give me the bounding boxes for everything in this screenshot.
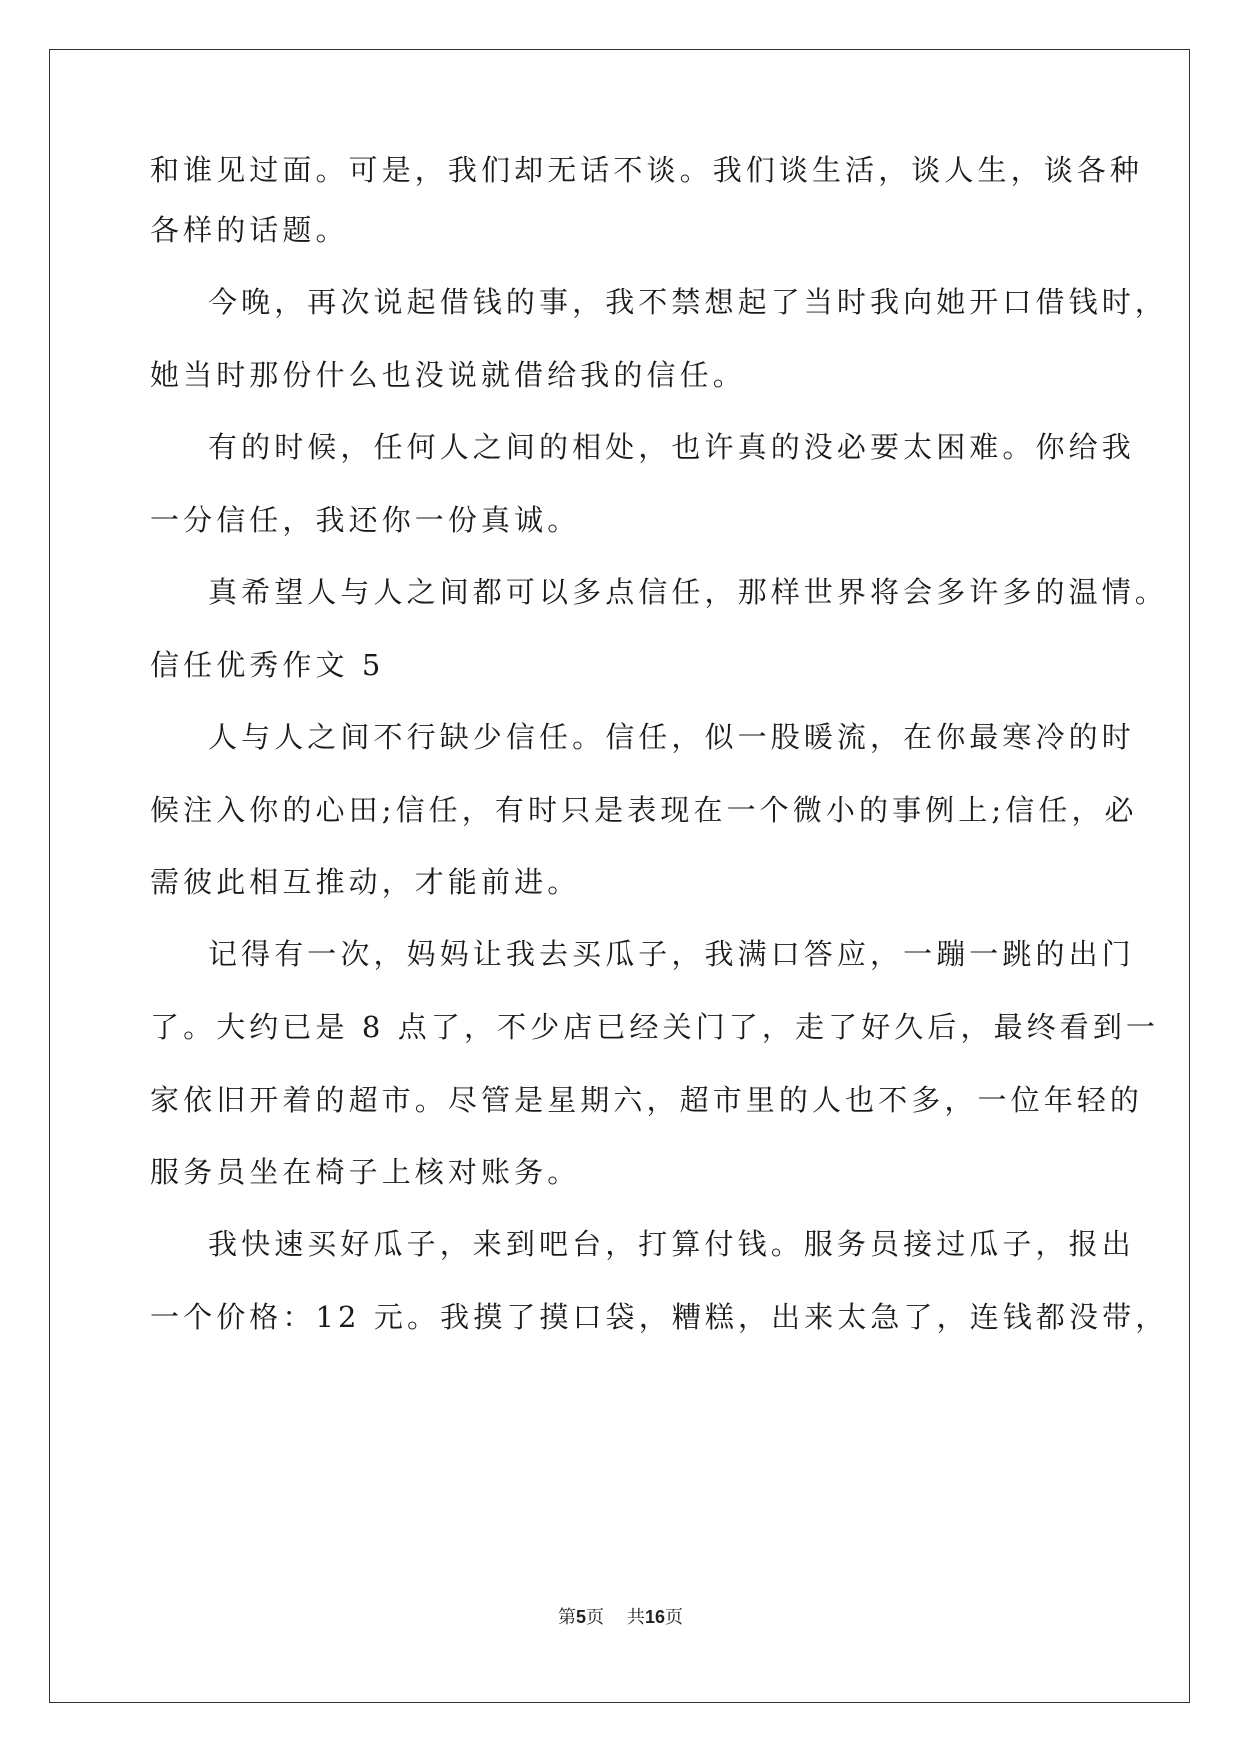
paragraph-start-line: 我快速买好瓜子，来到吧台，打算付钱。服务员接过瓜子，报出: [208, 1227, 1135, 1261]
paragraph-start-line: 真希望人与人之间都可以多点信任，那样世界将会多许多的温情。: [208, 575, 1168, 609]
paragraph-start-line: 今晚，再次说起借钱的事，我不禁想起了当时我向她开口借钱时，: [208, 285, 1168, 319]
text-line: 各样的话题。: [150, 213, 349, 247]
text-line: 她当时那份什么也没说就借给我的信任。: [150, 358, 746, 392]
total-page-count: 16: [644, 1607, 665, 1627]
section-heading: 信任优秀作文 5: [150, 648, 385, 682]
footer-prefix: 第: [558, 1607, 577, 1628]
text-line: 一个价格：12 元。我摸了摸口袋，糟糕，出来太急了，连钱都没带，: [150, 1300, 1169, 1334]
footer-suffix: 页: [664, 1607, 683, 1628]
text-line: 和谁见过面。可是，我们却无话不谈。我们谈生活，谈人生，谈各种: [150, 153, 1144, 187]
text-line: 家依旧开着的超市。尽管是星期六，超市里的人也不多，一位年轻的: [150, 1083, 1144, 1117]
text-line: 需彼此相互推动，才能前进。: [150, 865, 581, 899]
text-line: 候注入你的心田;信任，有时只是表现在一个微小的事例上;信任，必: [150, 793, 1138, 827]
current-page-number: 5: [576, 1607, 587, 1627]
paragraph-start-line: 人与人之间不行缺少信任。信任，似一股暖流，在你最寒冷的时: [208, 720, 1135, 754]
paragraph-start-line: 有的时候，任何人之间的相处，也许真的没必要太困难。你给我: [208, 430, 1135, 464]
paragraph-start-line: 记得有一次，妈妈让我去买瓜子，我满口答应，一蹦一跳的出门: [208, 937, 1135, 971]
footer-middle: 页 共: [586, 1607, 645, 1628]
text-line: 了。大约已是 8 点了，不少店已经关门了，走了好久后，最终看到一: [150, 1010, 1160, 1044]
text-line: 服务员坐在椅子上核对账务。: [150, 1155, 581, 1189]
text-line: 一分信任，我还你一份真诚。: [150, 503, 581, 537]
page-footer: [0, 1606, 1241, 1629]
